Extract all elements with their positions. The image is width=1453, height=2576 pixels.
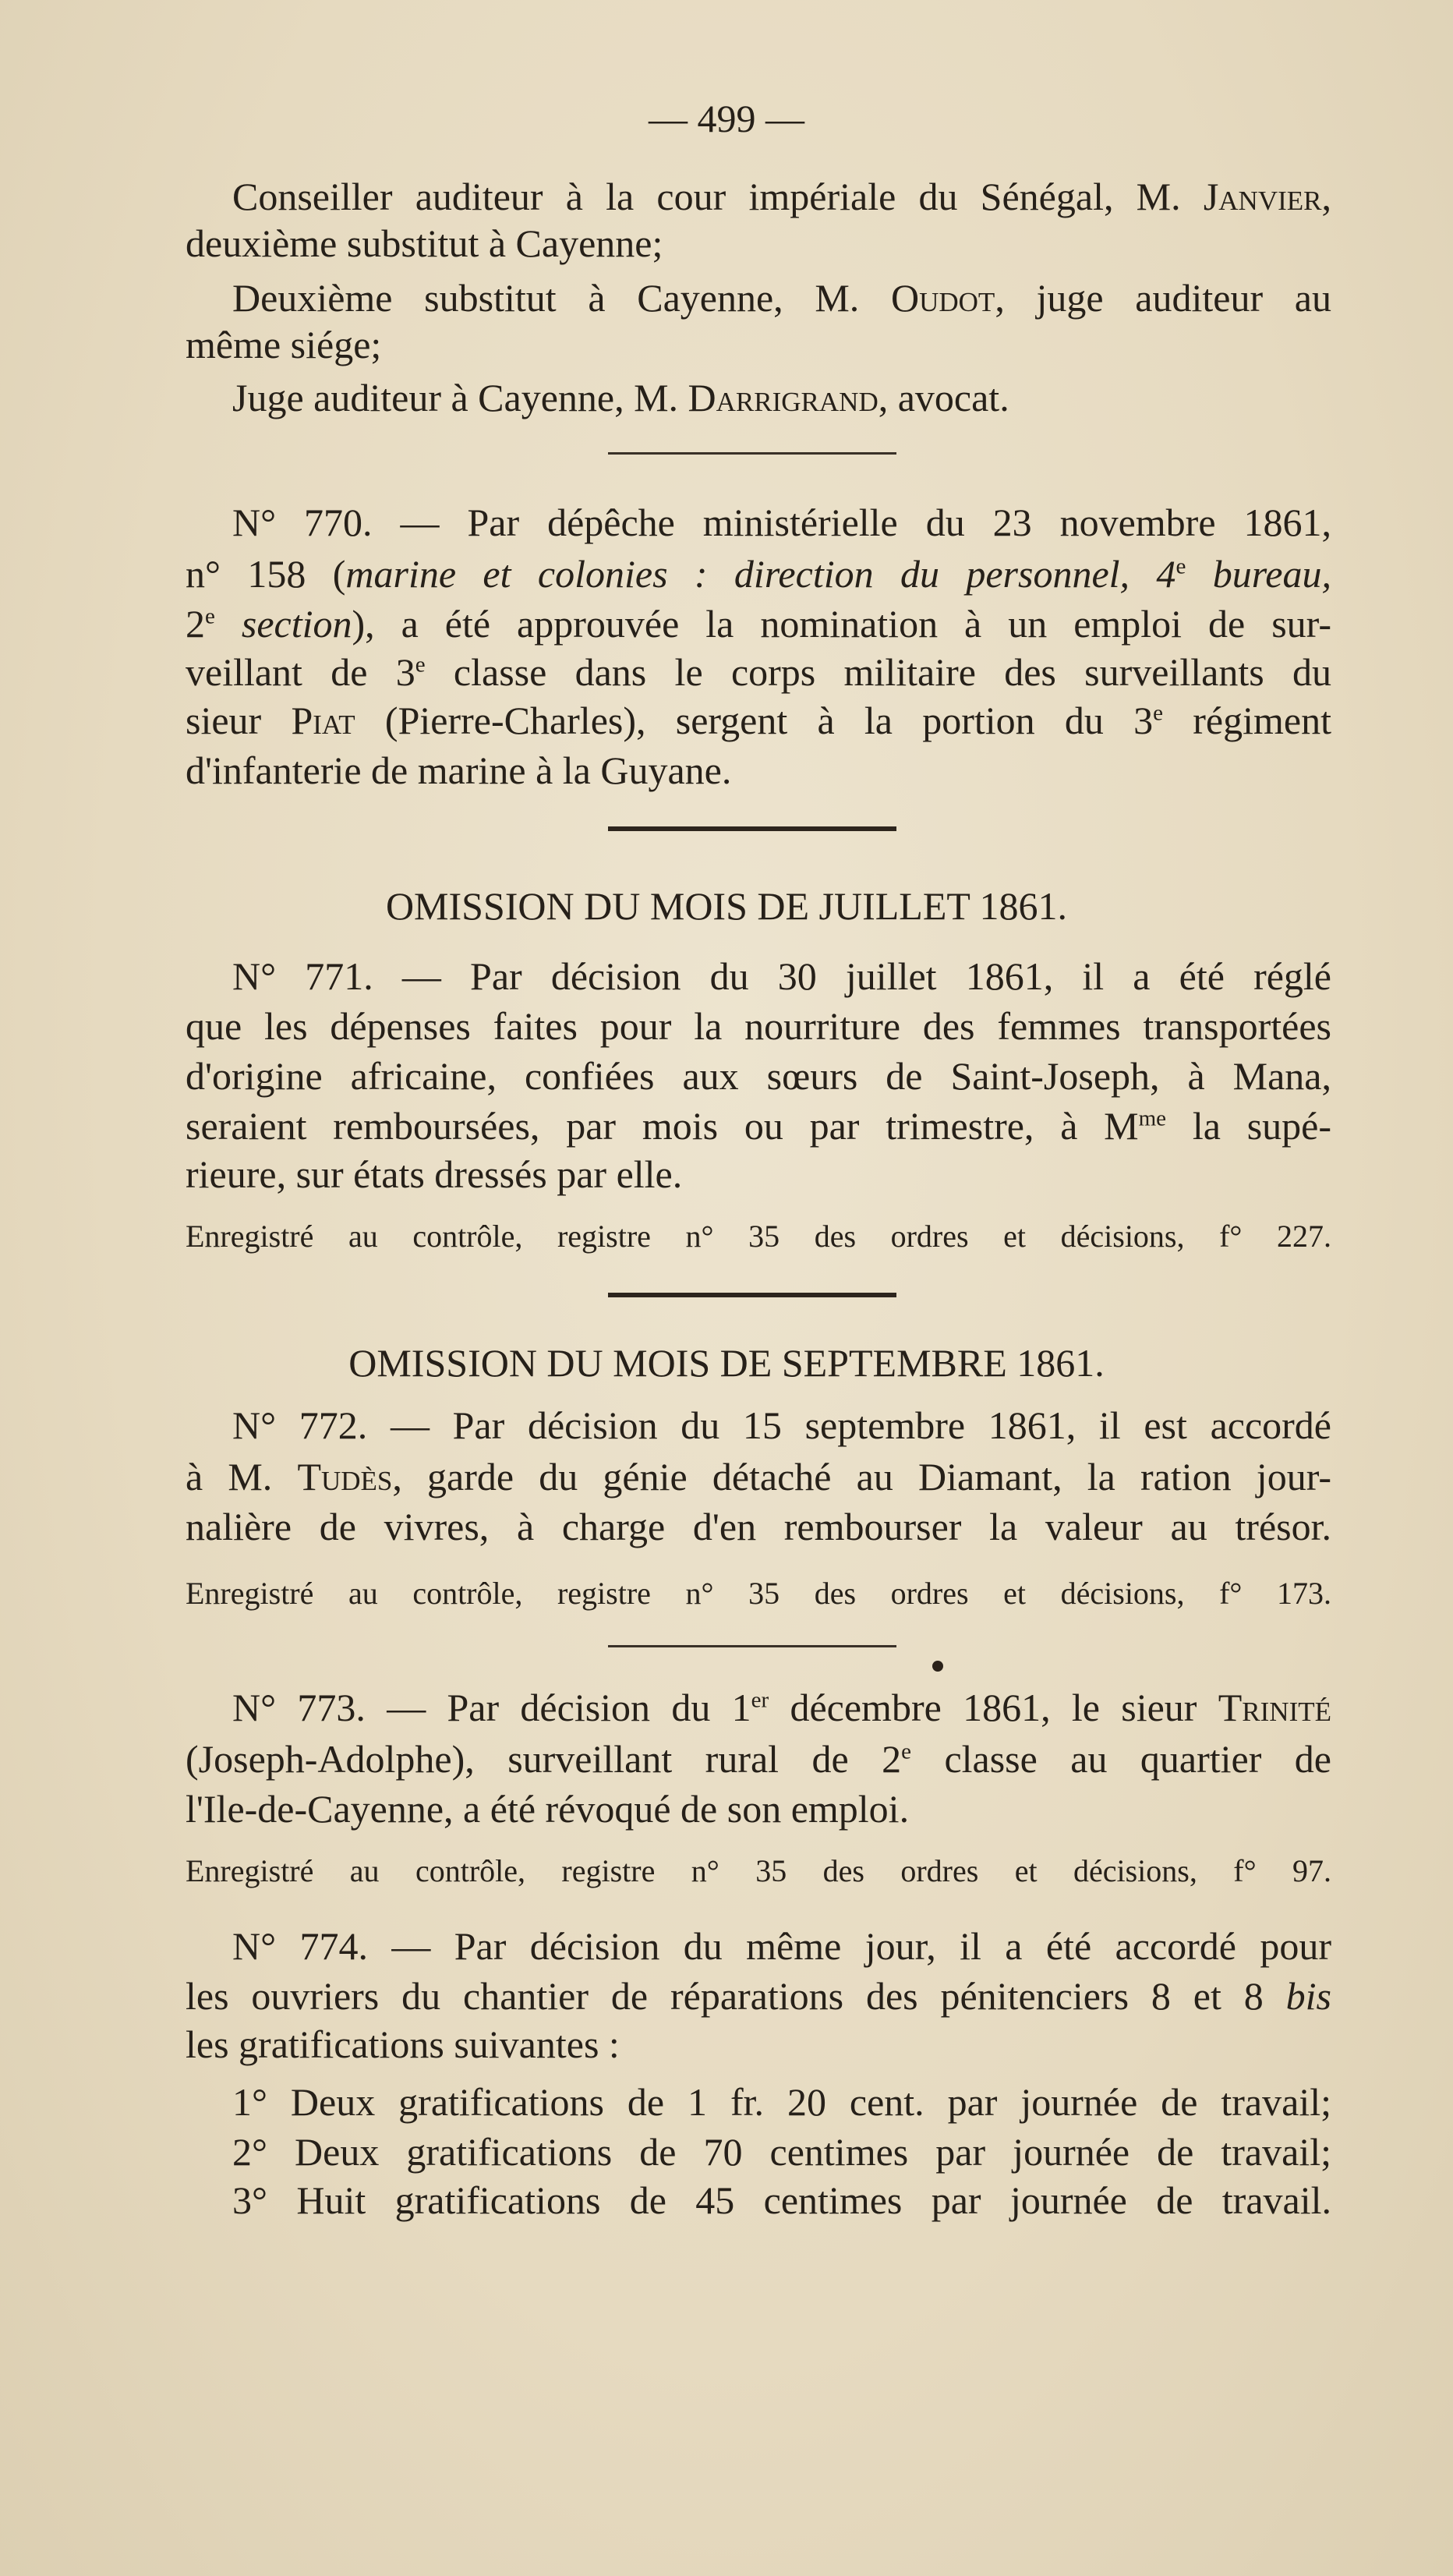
- n770-line-3: 2e section), a été approuvée la nomination à un emploi de sur-: [186, 602, 1331, 646]
- n771-line-2: que les dépenses faites pour la nourriture des femmes transportées: [186, 1004, 1331, 1048]
- person-name-tudes: Tudès: [297, 1455, 393, 1499]
- n771-line-1: N° 771. — Par décision du 30 juillet 1861, il a été réglé: [232, 954, 1331, 998]
- n774-item-3: 3° Huit gratifications de 45 centimes par journée de travail.: [232, 2178, 1331, 2222]
- person-name-oudot: Oudot: [891, 276, 995, 320]
- intro-line-1: Conseiller auditeur à la cour impériale du Sénégal, M. Janvier,: [232, 175, 1331, 218]
- n773-line-1: N° 773. — Par décision du 1er décembre 1861, le sieur Trinité: [232, 1686, 1331, 1729]
- n772-line-2: à M. Tudès, garde du génie détaché au Diamant, la ration jour-: [186, 1455, 1331, 1499]
- n773-line-3: l'Ile-de-Cayenne, a été révoqué de son emploi.: [186, 1787, 910, 1831]
- person-name-darrigrand: Darrigrand: [688, 376, 879, 419]
- n772-registration: Enregistré au contrôle, registre n° 35 des ordres et décisions, f° 173.: [186, 1576, 1331, 1611]
- n770-line-4: veillant de 3e classe dans le corps militaire des surveillants du: [186, 650, 1331, 694]
- n770-line-1: N° 770. — Par dépêche ministérielle du 23 novembre 1861,: [232, 501, 1331, 544]
- n774-line-3: les gratifications suivantes :: [186, 2022, 620, 2066]
- intro-line-3: Deuxième substitut à Cayenne, M. Oudot, juge auditeur au: [232, 276, 1331, 320]
- person-name-trinite: Trinité: [1218, 1686, 1331, 1729]
- n773-line-2: (Joseph-Adolphe), surveillant rural de 2e classe au quartier de: [186, 1737, 1331, 1781]
- n772-line-3: nalière de vivres, à charge d'en rembourser la valeur au trésor.: [186, 1505, 1331, 1548]
- section-divider: [608, 452, 896, 455]
- n770-line-2: n° 158 (marine et colonies : direction du personnel, 4e bureau,: [186, 552, 1331, 596]
- intro-line-4: même siége;: [186, 323, 382, 366]
- section-divider: [608, 1645, 896, 1647]
- n772-line-1: N° 772. — Par décision du 15 septembre 1861, il est accordé: [232, 1403, 1331, 1447]
- n771-line-4: seraient remboursées, par mois ou par trimestre, à $M^{me}$ la supé-: [186, 1104, 1331, 1148]
- n770-line-6: d'infanterie de marine à la Guyane.: [186, 748, 732, 792]
- person-name-piat: Piat: [291, 699, 355, 742]
- n774-item-1: 1° Deux gratifications de 1 fr. 20 cent. par journée de travail;: [232, 2080, 1331, 2124]
- n774-line-1: N° 774. — Par décision du même jour, il a été accordé pour: [232, 1924, 1331, 1968]
- n774-line-2: les ouvriers du chantier de réparations des pénitenciers 8 et 8 bis: [186, 1974, 1331, 2018]
- ink-dot: [932, 1661, 943, 1672]
- heading-omission-septembre: OMISSION DU MOIS DE SEPTEMBRE 1861.: [348, 1341, 1105, 1385]
- heading-omission-juillet: OMISSION DU MOIS DE JUILLET 1861.: [385, 884, 1068, 928]
- n771-registration: Enregistré au contrôle, registre n° 35 des ordres et décisions, f° 227.: [186, 1219, 1331, 1254]
- n770-line-5: sieur Piat (Pierre-Charles), sergent à la portion du 3e régiment: [186, 699, 1331, 742]
- page-number: — 499 —: [649, 97, 804, 140]
- n771-line-5: rieure, sur états dressés par elle.: [186, 1152, 683, 1196]
- section-divider: [608, 1293, 896, 1297]
- intro-line-2: deuxième substitut à Cayenne;: [186, 221, 663, 265]
- n771-line-3: d'origine africaine, confiées aux sœurs de Saint-Joseph, à Mana,: [186, 1054, 1331, 1098]
- person-name-janvier: Janvier: [1203, 175, 1322, 218]
- n773-registration: Enregistré au contrôle, registre n° 35 des ordres et décisions, f° 97.: [186, 1853, 1331, 1888]
- n774-item-2: 2° Deux gratifications de 70 centimes par journée de travail;: [232, 2130, 1331, 2174]
- intro-line-5: Juge auditeur à Cayenne, M. Darrigrand, avocat.: [232, 376, 1009, 419]
- section-divider: [608, 826, 896, 831]
